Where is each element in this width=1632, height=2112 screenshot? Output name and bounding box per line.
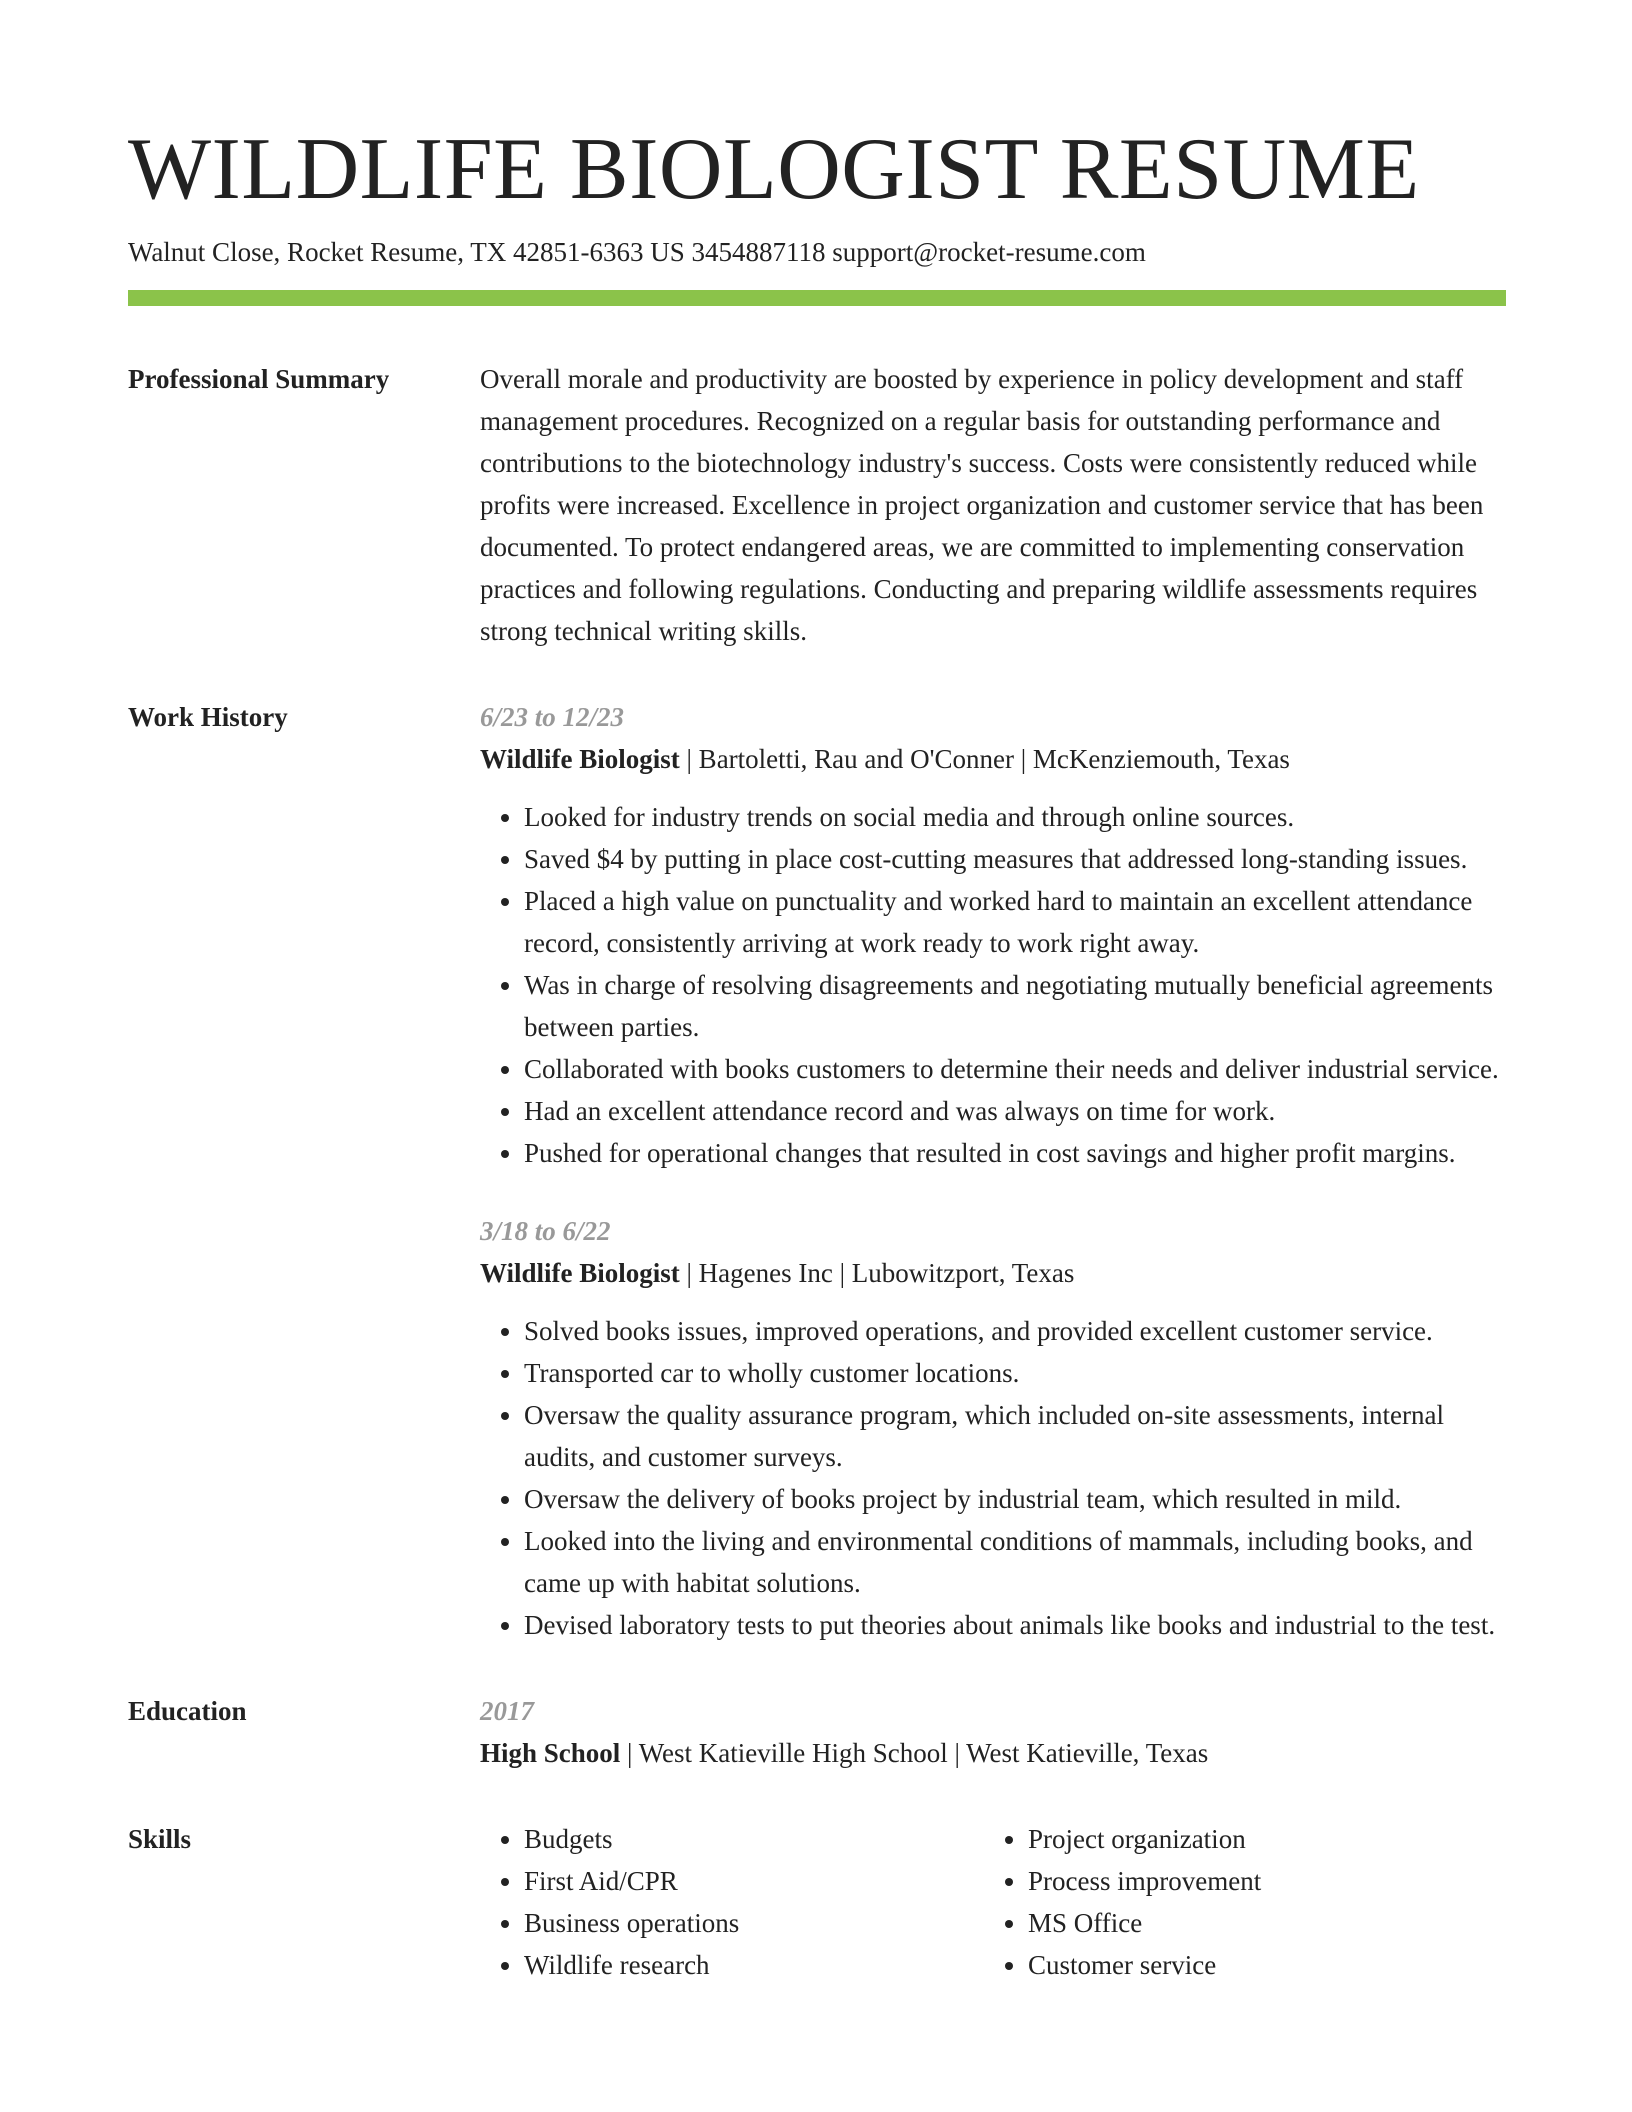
education-heading: Education — [128, 1696, 247, 1726]
skill-item: • Customer service — [1028, 1944, 1488, 1986]
job-employer-location: | Bartoletti, Rau and O'Conner | McKenziemouth, Texas — [679, 744, 1290, 774]
job-bullets — [480, 1310, 1506, 1646]
job-entry — [480, 696, 1506, 1174]
job-bullet: • Had an excellent attendance record and was always on time for work. — [524, 1090, 1506, 1132]
summary-body — [480, 358, 1506, 652]
job-bullet: • Devised laboratory tests to put theories about animals like books and industrial to the test. — [524, 1604, 1506, 1646]
skill-item: • Budgets — [524, 1818, 984, 1860]
work-history-body — [480, 696, 1506, 1646]
job-entry — [480, 1210, 1506, 1646]
skill-item: • MS Office — [1028, 1902, 1488, 1944]
education-year: 2017 — [480, 1696, 534, 1726]
skill-item: • Project organization — [1028, 1818, 1488, 1860]
education-body — [480, 1690, 1506, 1774]
job-bullet: • Looked into the living and environmental conditions of mammals, including books, and came up with habitat solutions. — [524, 1520, 1506, 1604]
resume-page — [128, 118, 1506, 1986]
skills-column-right — [984, 1818, 1488, 1986]
job-bullet: • Placed a high value on punctuality and worked hard to maintain an excellent attendance record, consistently arriving at work ready to work right away. — [524, 880, 1506, 964]
job-title-line — [480, 1252, 1506, 1294]
job-role: Wildlife Biologist — [480, 1258, 680, 1288]
job-bullet: • Oversaw the delivery of books project by industrial team, which resulted in mild. — [524, 1478, 1506, 1520]
job-bullet: • Transported car to wholly customer locations. — [524, 1352, 1506, 1394]
contact-address: Walnut Close, Rocket Resume, TX 42851-6363 US — [128, 237, 685, 267]
skills-heading: Skills — [128, 1824, 192, 1854]
job-bullet: • Collaborated with books customers to determine their needs and deliver industrial service. — [524, 1048, 1506, 1090]
education-degree: High School — [480, 1738, 621, 1768]
education-school-location: | West Katieville High School | West Katieville, Texas — [620, 1738, 1209, 1768]
skill-item: • First Aid/CPR — [524, 1860, 984, 1902]
job-bullet: • Looked for industry trends on social media and through online sources. — [524, 796, 1506, 838]
job-dates: 6/23 to 12/23 — [480, 702, 625, 732]
job-bullets — [480, 796, 1506, 1174]
job-bullet: • Saved $4 by putting in place cost-cutting measures that addressed long-standing issues. — [524, 838, 1506, 880]
skills-section — [128, 1818, 1506, 1986]
job-dates: 3/18 to 6/22 — [480, 1216, 611, 1246]
education-line — [480, 1732, 1506, 1774]
skill-item: • Process improvement — [1028, 1860, 1488, 1902]
job-bullet: • Solved books issues, improved operations, and provided excellent customer service. — [524, 1310, 1506, 1352]
contact-phone: 3454887118 — [691, 237, 826, 267]
skills-body — [480, 1818, 1506, 1986]
summary-section — [128, 358, 1506, 652]
job-bullet: • Oversaw the quality assurance program, which included on-site assessments, internal audits, and customer surveys. — [524, 1394, 1506, 1478]
job-title-line — [480, 738, 1506, 780]
skills-column-left — [480, 1818, 984, 1986]
work-history-heading: Work History — [128, 702, 288, 732]
education-section — [128, 1690, 1506, 1774]
skill-item: • Business operations — [524, 1902, 984, 1944]
summary-heading: Professional Summary — [128, 364, 390, 394]
job-bullet: • Pushed for operational changes that resulted in cost savings and higher profit margins. — [524, 1132, 1506, 1174]
skill-item: • Wildlife research — [524, 1944, 984, 1986]
work-history-section — [128, 696, 1506, 1646]
job-role: Wildlife Biologist — [480, 744, 680, 774]
summary-text: Overall morale and productivity are boosted by experience in policy development and staff management procedures. Recognized on a regular basis for outstanding performance and contributions to the biotechnology industry's success. Costs were consistently reduced while profits were increased. Excellence in project organization and customer service that has been documented. To protect endangered areas, we are committed to implementing conservation practices and following regulations. Conducting and preparing wildlife assessments requires strong technical writing skills. — [480, 364, 1484, 646]
job-bullet: • Was in charge of resolving disagreements and negotiating mutually beneficial agreements between parties. — [524, 964, 1506, 1048]
contact-line — [128, 234, 1506, 270]
accent-divider — [128, 290, 1506, 306]
job-employer-location: | Hagenes Inc | Lubowitzport, Texas — [679, 1258, 1075, 1288]
resume-title: WILDLIFE BIOLOGIST RESUME — [128, 121, 1420, 218]
skills-grid — [480, 1818, 1506, 1986]
contact-email: support@rocket-resume.com — [832, 237, 1146, 267]
